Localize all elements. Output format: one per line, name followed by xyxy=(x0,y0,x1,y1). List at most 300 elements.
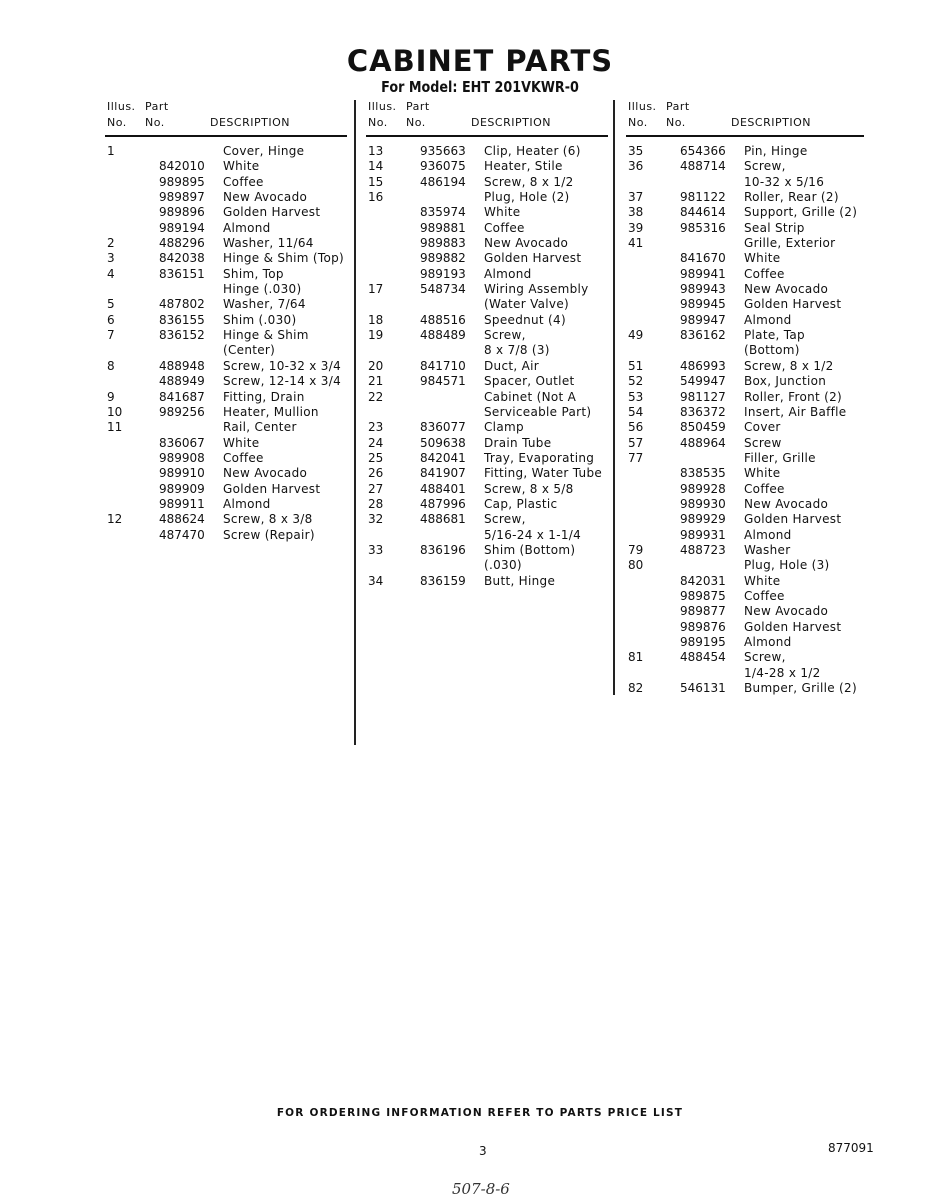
part-number: 842010 xyxy=(159,159,205,174)
part-description: Shim (.030) xyxy=(223,312,297,327)
part-description: Golden Harvest xyxy=(484,251,582,266)
part-number: 546131 xyxy=(680,681,726,696)
part-number: 838535 xyxy=(680,466,726,481)
table-row xyxy=(107,190,367,205)
table-row xyxy=(628,175,888,190)
ordering-info-footer: FOR ORDERING INFORMATION REFER TO PARTS PRICE LIST xyxy=(276,1107,684,1119)
table-row xyxy=(628,589,888,604)
illus-number: 12 xyxy=(107,512,123,527)
part-description: Screw, xyxy=(744,650,786,665)
part-number: 989945 xyxy=(680,297,726,312)
part-description: Clamp xyxy=(484,420,524,435)
table-row xyxy=(368,558,628,573)
header-illus: Illus. xyxy=(368,100,397,113)
part-number: 984571 xyxy=(420,374,466,389)
table-row xyxy=(368,175,628,190)
table-row xyxy=(368,497,628,512)
illus-number: 34 xyxy=(368,573,384,588)
illus-number: 7 xyxy=(107,328,115,343)
illus-number: 35 xyxy=(628,144,644,158)
part-description: Shim, Top xyxy=(223,266,284,281)
table-row xyxy=(628,620,888,635)
part-description: Fitting, Water Tube xyxy=(484,466,603,481)
table-row xyxy=(107,267,367,282)
illus-number: 27 xyxy=(368,481,384,496)
illus-number: 52 xyxy=(628,374,644,389)
document-number: 877091 xyxy=(828,1141,874,1155)
table-row xyxy=(368,251,628,266)
part-description: Golden Harvest xyxy=(744,619,842,634)
illus-number: 8 xyxy=(107,358,115,373)
part-number: 488624 xyxy=(159,512,205,527)
part-number: 985316 xyxy=(680,220,726,235)
part-description: Heater, Mullion xyxy=(223,404,319,419)
table-row xyxy=(628,650,888,665)
table-row xyxy=(368,512,628,527)
part-description: Insert, Air Baffle xyxy=(744,404,847,419)
part-description: Wiring Assembly xyxy=(484,282,589,297)
illus-number: 28 xyxy=(368,496,384,511)
table-row xyxy=(628,497,888,512)
illus-number: 36 xyxy=(628,159,644,174)
table-row xyxy=(107,497,367,512)
table-row xyxy=(107,144,367,159)
part-description: Washer, 7/64 xyxy=(223,297,306,312)
part-number: 836155 xyxy=(159,312,205,327)
part-number: 488714 xyxy=(680,159,726,174)
table-row xyxy=(628,451,888,466)
illus-number: 38 xyxy=(628,205,644,220)
part-number: 844614 xyxy=(680,205,726,220)
illus-number: 22 xyxy=(368,389,384,404)
table-row xyxy=(628,558,888,573)
part-number: 488454 xyxy=(680,650,726,665)
part-number: 989928 xyxy=(680,481,726,496)
part-number: 935663 xyxy=(420,144,466,158)
table-row xyxy=(368,297,628,312)
table-row xyxy=(368,190,628,205)
table-row xyxy=(628,420,888,435)
part-description: Cap, Plastic xyxy=(484,496,558,511)
illus-number: 17 xyxy=(368,282,384,297)
header-illus-no: No. xyxy=(368,116,388,129)
part-description: Screw, 8 x 5/8 xyxy=(484,481,574,496)
part-number: 989897 xyxy=(159,190,205,205)
part-description: Screw, 8 x 1/2 xyxy=(744,358,834,373)
table-row xyxy=(628,343,888,358)
part-description: Almond xyxy=(484,266,532,281)
part-number: 989882 xyxy=(420,251,466,266)
part-description: Almond xyxy=(223,496,271,511)
part-number: 488723 xyxy=(680,542,726,557)
part-description: Butt, Hinge xyxy=(484,573,556,588)
part-number: 989929 xyxy=(680,512,726,527)
illus-number: 6 xyxy=(107,312,115,327)
illus-number: 4 xyxy=(107,266,115,281)
part-description: Grille, Exterior xyxy=(744,236,836,251)
part-description: White xyxy=(744,251,781,266)
illus-number: 23 xyxy=(368,420,384,435)
table-row xyxy=(628,221,888,236)
header-part: Part xyxy=(145,100,169,113)
header-illus-no: No. xyxy=(107,116,127,129)
table-row xyxy=(368,328,628,343)
part-description: Tray, Evaporating xyxy=(484,450,595,465)
illus-number: 5 xyxy=(107,297,115,312)
part-description: Coffee xyxy=(223,174,264,189)
illus-number: 37 xyxy=(628,190,644,205)
part-description: Fitting, Drain xyxy=(223,389,305,404)
part-description: Hinge (.030) xyxy=(223,282,302,297)
table-row xyxy=(628,635,888,650)
part-number: 989947 xyxy=(680,312,726,327)
part-number: 488401 xyxy=(420,481,466,496)
illus-number: 10 xyxy=(107,404,123,419)
part-number: 548734 xyxy=(420,282,466,297)
header-description: DESCRIPTION xyxy=(471,116,551,129)
table-row xyxy=(107,405,367,420)
part-description: Almond xyxy=(223,220,271,235)
part-number: 488296 xyxy=(159,236,205,251)
part-description: Screw, xyxy=(484,512,526,527)
table-row xyxy=(368,236,628,251)
table-row xyxy=(368,374,628,389)
part-description: 10-32 x 5/16 xyxy=(744,174,825,189)
table-row xyxy=(628,482,888,497)
table-row xyxy=(368,159,628,174)
part-number: 486194 xyxy=(420,174,466,189)
table-row xyxy=(628,328,888,343)
table-row xyxy=(107,251,367,266)
part-number: 989931 xyxy=(680,527,726,542)
part-description: Cabinet (Not A xyxy=(484,389,577,404)
part-description: Cover, Hinge xyxy=(223,144,305,158)
table-row xyxy=(107,343,367,358)
part-number: 841687 xyxy=(159,389,205,404)
part-number: 836162 xyxy=(680,328,726,343)
part-description: Drain Tube xyxy=(484,435,552,450)
part-number: 488489 xyxy=(420,328,466,343)
part-number: 654366 xyxy=(680,144,726,158)
table-row xyxy=(368,405,628,420)
part-number: 488516 xyxy=(420,312,466,327)
part-description: Golden Harvest xyxy=(744,512,842,527)
part-number: 850459 xyxy=(680,420,726,435)
part-number: 487802 xyxy=(159,297,205,312)
part-number: 836372 xyxy=(680,404,726,419)
table-row xyxy=(628,466,888,481)
table-row xyxy=(368,282,628,297)
part-description: Cover xyxy=(744,420,781,435)
table-row xyxy=(368,466,628,481)
illus-number: 24 xyxy=(368,435,384,450)
part-description: Rail, Center xyxy=(223,420,297,435)
part-number: 488964 xyxy=(680,435,726,450)
part-number: 836067 xyxy=(159,435,205,450)
part-number: 487470 xyxy=(159,527,205,542)
part-number: 836196 xyxy=(420,542,466,557)
table-row xyxy=(628,405,888,420)
part-number: 488948 xyxy=(159,358,205,373)
part-description: (.030) xyxy=(484,558,522,573)
parts-table xyxy=(628,144,888,696)
part-description: Screw, 12-14 x 3/4 xyxy=(223,374,342,389)
illus-number: 11 xyxy=(107,420,123,435)
table-row xyxy=(107,205,367,220)
illus-number: 57 xyxy=(628,435,644,450)
part-number: 989877 xyxy=(680,604,726,619)
part-number: 989876 xyxy=(680,619,726,634)
table-row xyxy=(107,451,367,466)
table-row xyxy=(107,390,367,405)
table-row xyxy=(368,221,628,236)
table-row xyxy=(628,604,888,619)
part-description: Serviceable Part) xyxy=(484,404,592,419)
part-number: 989875 xyxy=(680,588,726,603)
illus-number: 53 xyxy=(628,389,644,404)
table-row xyxy=(628,236,888,251)
header-illus: Illus. xyxy=(107,100,136,113)
part-number: 989909 xyxy=(159,481,205,496)
table-row xyxy=(628,159,888,174)
part-description: Screw (Repair) xyxy=(223,527,315,542)
illus-number: 32 xyxy=(368,512,384,527)
illus-number: 77 xyxy=(628,450,644,465)
part-number: 989194 xyxy=(159,220,205,235)
part-description: Duct, Air xyxy=(484,358,539,373)
table-row xyxy=(107,313,367,328)
table-row xyxy=(368,313,628,328)
illus-number: 9 xyxy=(107,389,115,404)
table-row xyxy=(628,666,888,681)
part-number: 989896 xyxy=(159,205,205,220)
page-title: CABINET PARTS xyxy=(346,44,614,78)
part-number: 841710 xyxy=(420,358,466,373)
table-row xyxy=(628,297,888,312)
table-row xyxy=(628,205,888,220)
part-description: Roller, Front (2) xyxy=(744,389,843,404)
table-row xyxy=(368,205,628,220)
table-row xyxy=(368,390,628,405)
header-rule xyxy=(105,135,347,137)
illus-number: 19 xyxy=(368,328,384,343)
illus-number: 81 xyxy=(628,650,644,665)
part-description: Almond xyxy=(744,635,792,649)
part-description: Plug, Hole (3) xyxy=(744,558,830,573)
part-description: New Avocado xyxy=(744,604,829,619)
illus-number: 1 xyxy=(107,144,115,158)
part-description: Plate, Tap xyxy=(744,328,805,343)
illus-number: 14 xyxy=(368,159,384,174)
table-row xyxy=(107,528,367,543)
part-number: 836152 xyxy=(159,328,205,343)
header-description: DESCRIPTION xyxy=(731,116,811,129)
part-description: Box, Junction xyxy=(744,374,827,389)
illus-number: 16 xyxy=(368,190,384,205)
illus-number: 80 xyxy=(628,558,644,573)
table-row xyxy=(628,190,888,205)
part-number: 486993 xyxy=(680,358,726,373)
header-part: Part xyxy=(666,100,690,113)
parts-table xyxy=(368,144,628,589)
illus-number: 15 xyxy=(368,174,384,189)
part-description: Hinge & Shim (Top) xyxy=(223,251,345,266)
part-number: 836151 xyxy=(159,266,205,281)
table-row xyxy=(107,175,367,190)
part-description: Almond xyxy=(744,527,792,542)
part-description: Heater, Stile xyxy=(484,159,563,174)
part-number: 989195 xyxy=(680,635,726,649)
part-number: 842031 xyxy=(680,573,726,588)
illus-number: 18 xyxy=(368,312,384,327)
part-number: 989908 xyxy=(159,450,205,465)
part-number: 835974 xyxy=(420,205,466,220)
part-description: 8 x 7/8 (3) xyxy=(484,343,550,358)
part-description: Screw, 8 x 1/2 xyxy=(484,174,574,189)
illus-number: 20 xyxy=(368,358,384,373)
handwritten-note: 507-8-6 xyxy=(452,1180,510,1198)
part-number: 842041 xyxy=(420,450,466,465)
table-row xyxy=(107,482,367,497)
part-description: Screw, xyxy=(744,159,786,174)
table-row xyxy=(628,512,888,527)
part-description: Coffee xyxy=(744,588,785,603)
part-number: 989941 xyxy=(680,266,726,281)
table-row xyxy=(628,313,888,328)
header-part-no: No. xyxy=(145,116,165,129)
part-description: Washer xyxy=(744,542,791,557)
table-row xyxy=(107,328,367,343)
illus-number: 2 xyxy=(107,236,115,251)
part-description: Plug, Hole (2) xyxy=(484,190,570,205)
part-description: Coffee xyxy=(484,220,525,235)
part-number: 836159 xyxy=(420,573,466,588)
part-description: (Water Valve) xyxy=(484,297,569,312)
parts-table xyxy=(107,144,367,543)
illus-number: 82 xyxy=(628,681,644,696)
part-number: 487996 xyxy=(420,496,466,511)
part-description: Screw xyxy=(744,435,782,450)
part-number: 981122 xyxy=(680,190,726,205)
part-description: New Avocado xyxy=(744,496,829,511)
part-number: 841907 xyxy=(420,466,466,481)
header-rule xyxy=(366,135,608,137)
table-row xyxy=(628,374,888,389)
part-description: White xyxy=(744,573,781,588)
part-description: Golden Harvest xyxy=(223,205,321,220)
table-row xyxy=(628,543,888,558)
part-description: Roller, Rear (2) xyxy=(744,190,839,205)
part-number: 936075 xyxy=(420,159,466,174)
part-description: Almond xyxy=(744,312,792,327)
part-description: (Center) xyxy=(223,343,276,358)
table-row xyxy=(368,451,628,466)
part-number: 989883 xyxy=(420,236,466,251)
part-number: 989881 xyxy=(420,220,466,235)
part-description: Washer, 11/64 xyxy=(223,236,314,251)
header-illus-no: No. xyxy=(628,116,648,129)
part-number: 989193 xyxy=(420,266,466,281)
table-row xyxy=(628,144,888,159)
table-row xyxy=(368,482,628,497)
part-description: White xyxy=(223,159,260,174)
illus-number: 26 xyxy=(368,466,384,481)
part-description: Golden Harvest xyxy=(744,297,842,312)
part-description: Coffee xyxy=(223,450,264,465)
table-row xyxy=(628,359,888,374)
part-number: 488949 xyxy=(159,374,205,389)
part-description: Hinge & Shim xyxy=(223,328,309,343)
table-row xyxy=(107,420,367,435)
header-description: DESCRIPTION xyxy=(210,116,290,129)
table-row xyxy=(368,144,628,159)
part-description: Clip, Heater (6) xyxy=(484,144,581,158)
part-description: Seal Strip xyxy=(744,220,805,235)
part-description: New Avocado xyxy=(223,466,308,481)
table-row xyxy=(368,343,628,358)
part-number: 841670 xyxy=(680,251,726,266)
header-part-no: No. xyxy=(666,116,686,129)
part-description: Spacer, Outlet xyxy=(484,374,575,389)
header-illus: Illus. xyxy=(628,100,657,113)
part-number: 488681 xyxy=(420,512,466,527)
table-row xyxy=(107,297,367,312)
part-description: New Avocado xyxy=(223,190,308,205)
part-description: Coffee xyxy=(744,266,785,281)
part-number: 989911 xyxy=(159,496,205,511)
header-part-no: No. xyxy=(406,116,426,129)
table-row xyxy=(107,159,367,174)
table-row xyxy=(107,236,367,251)
part-description: White xyxy=(223,435,260,450)
table-row xyxy=(368,528,628,543)
illus-number: 41 xyxy=(628,236,644,251)
illus-number: 13 xyxy=(368,144,384,158)
table-row xyxy=(368,436,628,451)
part-description: Bumper, Grille (2) xyxy=(744,681,857,696)
part-description: Shim (Bottom) xyxy=(484,542,576,557)
part-description: Screw, 8 x 3/8 xyxy=(223,512,313,527)
part-number: 989930 xyxy=(680,496,726,511)
part-number: 842038 xyxy=(159,251,205,266)
part-description: Screw, 10-32 x 3/4 xyxy=(223,358,342,373)
table-row xyxy=(628,436,888,451)
part-number: 836077 xyxy=(420,420,466,435)
table-row xyxy=(628,390,888,405)
part-number: 989895 xyxy=(159,174,205,189)
table-row xyxy=(368,267,628,282)
part-description: New Avocado xyxy=(744,282,829,297)
illus-number: 21 xyxy=(368,374,384,389)
table-row xyxy=(368,420,628,435)
table-row xyxy=(628,574,888,589)
illus-number: 49 xyxy=(628,328,644,343)
part-number: 989943 xyxy=(680,282,726,297)
table-row xyxy=(628,267,888,282)
part-description: White xyxy=(744,466,781,481)
part-number: 989910 xyxy=(159,466,205,481)
table-row xyxy=(107,282,367,297)
table-row xyxy=(628,251,888,266)
table-row xyxy=(107,374,367,389)
table-row xyxy=(107,436,367,451)
part-description: Coffee xyxy=(744,481,785,496)
illus-number: 39 xyxy=(628,220,644,235)
part-description: Screw, xyxy=(484,328,526,343)
header-part: Part xyxy=(406,100,430,113)
table-row xyxy=(628,681,888,696)
part-description: Golden Harvest xyxy=(223,481,321,496)
